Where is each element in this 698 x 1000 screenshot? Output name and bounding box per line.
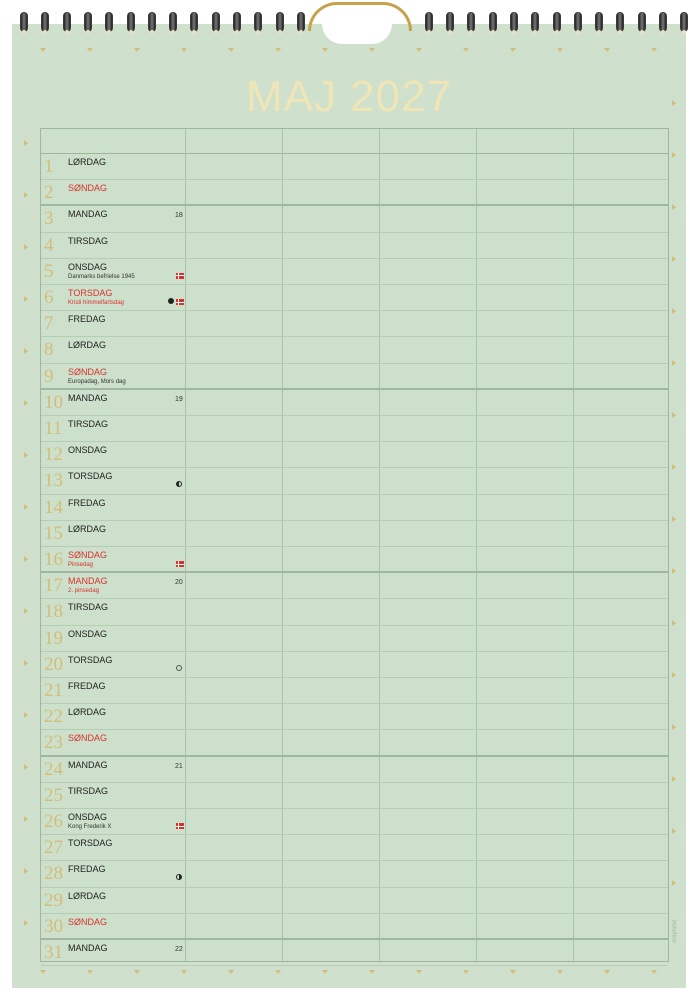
coil-ring [212, 12, 220, 32]
binding-coil [489, 12, 497, 34]
day-name: SØNDAG [68, 550, 108, 560]
day-number: 21 [44, 680, 63, 701]
decorative-triangle [40, 48, 46, 52]
day-name: TIRSDAG [68, 785, 109, 796]
day-number: 29 [44, 889, 63, 911]
decorative-triangle [181, 48, 187, 52]
coil-hole [235, 30, 239, 34]
coil-hole [618, 30, 622, 34]
coil-ring [254, 12, 262, 32]
decorative-triangle [369, 48, 375, 52]
day-number: 28 [44, 863, 63, 885]
day-name: TORSDAG [68, 471, 113, 482]
decorative-triangle [672, 828, 676, 834]
day-name: MANDAG [68, 392, 108, 403]
coil-hole [597, 30, 601, 34]
day-name: SØNDAG [68, 366, 108, 377]
decorative-triangle [275, 970, 281, 974]
day-number: 16 [44, 549, 63, 570]
moon-phase-icon [176, 481, 182, 487]
day-row[interactable] [41, 861, 668, 887]
hanger-hook [308, 2, 412, 31]
day-row[interactable] [41, 783, 668, 809]
decorative-triangle [557, 48, 563, 52]
day-row[interactable] [41, 573, 668, 599]
coil-hole [43, 30, 47, 34]
day-number: 12 [44, 444, 63, 466]
moon-phase-icon [168, 298, 174, 304]
day-name: FREDAG [68, 681, 106, 691]
day-name: FREDAG [68, 314, 106, 325]
binding-coil [616, 12, 624, 34]
day-row[interactable] [41, 626, 668, 652]
coil-hole [661, 30, 665, 34]
coil-hole [555, 30, 559, 34]
decorative-triangle [672, 880, 676, 886]
day-number: 9 [44, 365, 54, 387]
day-name: MANDAG [68, 209, 108, 220]
decorative-triangle [672, 672, 676, 678]
day-number: 27 [44, 837, 63, 859]
day-number: 24 [44, 758, 63, 780]
day-name: FREDAG [68, 497, 106, 508]
coil-hole [682, 30, 686, 34]
day-row[interactable] [41, 495, 668, 521]
week-number: 18 [175, 212, 183, 220]
decorative-triangle [672, 256, 676, 262]
day-row[interactable] [41, 547, 668, 573]
decorative-triangle [510, 970, 516, 974]
day-number: 7 [44, 313, 54, 335]
decorative-triangle [672, 100, 676, 106]
coil-ring [20, 12, 28, 32]
decorative-triangle [24, 400, 28, 406]
coil-ring [659, 12, 667, 32]
decorative-triangle [416, 970, 422, 974]
decorative-triangle [672, 516, 676, 522]
day-row[interactable] [41, 888, 668, 914]
binding-coil [84, 12, 92, 34]
coil-hole [129, 30, 133, 34]
coil-ring [148, 12, 156, 32]
decorative-triangle [134, 970, 140, 974]
day-row[interactable] [41, 206, 668, 232]
decorative-triangle [672, 464, 676, 470]
danish-flag-icon [176, 273, 184, 279]
day-number: 18 [44, 601, 63, 623]
week-number: 20 [175, 579, 183, 587]
day-number: 5 [44, 260, 54, 282]
decorative-triangle [24, 764, 28, 770]
decorative-triangle [651, 48, 657, 52]
day-number: 2 [44, 182, 54, 204]
day-number: 15 [44, 522, 63, 544]
coil-ring [638, 12, 646, 32]
decorative-triangle [24, 140, 28, 146]
day-number: 11 [44, 418, 63, 439]
binding-coil [233, 12, 241, 34]
moon-phase-icon [176, 874, 182, 880]
binding-coil [595, 12, 603, 34]
day-number: 6 [44, 287, 54, 308]
coil-hole [427, 30, 431, 34]
coil-hole [640, 30, 644, 34]
coil-hole [512, 30, 516, 34]
decorative-triangle [24, 452, 28, 458]
coil-ring [446, 12, 454, 32]
day-number: 3 [44, 208, 54, 230]
binding-coil [148, 12, 156, 34]
decorative-triangle [24, 608, 28, 614]
coil-hole [533, 30, 537, 34]
day-note: Danmarks befrielse 1945 [68, 273, 135, 280]
day-row[interactable] [41, 364, 668, 390]
binding-coil [574, 12, 582, 34]
day-row[interactable] [41, 757, 668, 783]
binding-coil [20, 12, 28, 34]
decorative-triangle [672, 152, 676, 158]
decorative-triangle [87, 48, 93, 52]
decorative-triangle [672, 204, 676, 210]
coil-ring [595, 12, 603, 32]
decorative-triangle [228, 970, 234, 974]
decorative-triangle [24, 660, 28, 666]
danish-flag-icon [176, 299, 184, 305]
day-name: ONSDAG [68, 812, 108, 822]
day-number: 30 [44, 915, 63, 937]
coil-ring [41, 12, 49, 32]
coil-hole [491, 30, 495, 34]
coil-ring [531, 12, 539, 32]
day-row[interactable] [41, 468, 668, 494]
day-note: Kristi himmelfartsdag [68, 300, 125, 306]
decorative-triangle [510, 48, 516, 52]
day-row[interactable] [41, 154, 668, 180]
decorative-triangle [416, 48, 422, 52]
coil-hole [86, 30, 90, 34]
decorative-triangle [24, 556, 28, 562]
day-row[interactable] [41, 442, 668, 468]
day-name: TIRSDAG [68, 602, 109, 613]
day-row[interactable] [41, 390, 668, 416]
danish-flag-icon [176, 561, 184, 567]
day-number: 19 [44, 627, 63, 649]
coil-hole [448, 30, 452, 34]
binding-coil [553, 12, 561, 34]
day-row[interactable] [41, 337, 668, 363]
danish-flag-icon [176, 823, 184, 829]
decorative-triangle [672, 308, 676, 314]
decorative-triangle [24, 712, 28, 718]
decorative-triangle [672, 568, 676, 574]
day-name: MANDAG [68, 576, 108, 587]
day-name: ONSDAG [68, 261, 108, 272]
month-title: MAJ 2027 [245, 72, 453, 121]
day-row[interactable] [41, 521, 668, 547]
binding-coil [254, 12, 262, 34]
day-row[interactable] [41, 704, 668, 730]
day-number: 31 [44, 942, 63, 963]
binding-coil [190, 12, 198, 34]
day-name: MANDAG [68, 759, 108, 770]
day-note: Kong Frederik X [68, 824, 112, 830]
day-row[interactable] [41, 940, 668, 966]
day-number: 13 [44, 470, 63, 492]
decorative-triangle [322, 48, 328, 52]
decorative-triangle [557, 970, 563, 974]
coil-ring [553, 12, 561, 32]
day-note: Pinsedag [68, 562, 94, 568]
decorative-triangle [24, 920, 28, 926]
decorative-triangle [40, 970, 46, 974]
day-number: 4 [44, 234, 54, 256]
coil-hole [278, 30, 282, 34]
day-row[interactable] [41, 599, 668, 625]
day-number: 8 [44, 339, 54, 361]
day-number: 17 [44, 575, 63, 597]
coil-ring [84, 12, 92, 32]
day-row[interactable] [41, 809, 668, 835]
week-number: 22 [175, 946, 183, 953]
binding-coil [127, 12, 135, 34]
coil-ring [574, 12, 582, 32]
day-row[interactable] [41, 180, 668, 206]
day-name: SØNDAG [68, 183, 108, 194]
day-name: MANDAG [68, 943, 108, 953]
day-name: LØRDAG [68, 340, 107, 351]
day-name: SØNDAG [68, 733, 108, 744]
coil-hole [469, 30, 473, 34]
coil-ring [425, 12, 433, 32]
coil-ring [169, 12, 177, 32]
coil-ring [105, 12, 113, 32]
binding-coil [212, 12, 220, 34]
decorative-triangle [672, 412, 676, 418]
coil-hole [214, 30, 218, 34]
day-number: 1 [44, 156, 54, 177]
coil-hole [107, 30, 111, 34]
decorative-triangle [322, 970, 328, 974]
day-row[interactable] [41, 311, 668, 337]
binding-coil [41, 12, 49, 34]
coil-hole [299, 30, 303, 34]
decorative-triangle [604, 970, 610, 974]
day-note: Europadag, Mors dag [68, 378, 126, 385]
coil-ring [190, 12, 198, 32]
decorative-triangle [672, 776, 676, 782]
day-name: TORSDAG [68, 838, 113, 849]
coil-hole [65, 30, 69, 34]
coil-ring [276, 12, 284, 32]
coil-ring [233, 12, 241, 32]
binding-coil [297, 12, 305, 34]
decorative-triangle [24, 348, 28, 354]
day-number: 20 [44, 653, 63, 675]
binding-coil [425, 12, 433, 34]
decorative-triangle [24, 816, 28, 822]
coil-ring [63, 12, 71, 32]
day-row[interactable] [41, 233, 668, 259]
coil-ring [510, 12, 518, 32]
day-row[interactable] [41, 914, 668, 940]
binding-coil [680, 12, 688, 34]
coil-ring [680, 12, 688, 32]
binding-coil [446, 12, 454, 34]
decorative-triangle [672, 620, 676, 626]
binding-coil [510, 12, 518, 34]
decorative-triangle [228, 48, 234, 52]
day-row[interactable] [41, 285, 668, 311]
brand-mark: mayland [672, 920, 678, 943]
binding-coil [276, 12, 284, 34]
coil-ring [297, 12, 305, 32]
day-note: 2. pinsedag [68, 588, 100, 595]
day-name: LØRDAG [68, 157, 107, 167]
coil-ring [616, 12, 624, 32]
day-name: ONSDAG [68, 445, 108, 456]
decorative-triangle [24, 192, 28, 198]
decorative-triangle [134, 48, 140, 52]
week-number: 19 [175, 395, 183, 403]
day-number: 26 [44, 811, 63, 832]
coil-hole [22, 30, 26, 34]
binding-coil [63, 12, 71, 34]
decorative-triangle [87, 970, 93, 974]
day-row[interactable] [41, 416, 668, 442]
day-row[interactable] [41, 678, 668, 704]
day-name: TORSDAG [68, 288, 113, 298]
day-row[interactable] [41, 730, 668, 756]
coil-ring [467, 12, 475, 32]
decorative-triangle [181, 970, 187, 974]
decorative-triangle [275, 48, 281, 52]
day-name: TORSDAG [68, 654, 113, 665]
decorative-triangle [604, 48, 610, 52]
decorative-triangle [672, 360, 676, 366]
week-number: 21 [175, 762, 183, 770]
day-row[interactable] [41, 259, 668, 285]
decorative-triangle [24, 296, 28, 302]
day-number: 10 [44, 391, 63, 413]
day-row[interactable] [41, 835, 668, 861]
binding-coil [659, 12, 667, 34]
coil-hole [192, 30, 196, 34]
decorative-triangle [24, 244, 28, 250]
decorative-triangle [651, 970, 657, 974]
day-number: 23 [44, 732, 63, 754]
binding-coil [169, 12, 177, 34]
calendar-grid [40, 128, 669, 962]
binding-coil [105, 12, 113, 34]
day-name: LØRDAG [68, 890, 107, 901]
coil-hole [256, 30, 260, 34]
coil-hole [150, 30, 154, 34]
binding-coil [531, 12, 539, 34]
decorative-triangle [24, 868, 28, 874]
coil-ring [489, 12, 497, 32]
decorative-triangle [672, 724, 676, 730]
day-name: TIRSDAG [68, 419, 109, 429]
day-row[interactable] [41, 652, 668, 678]
day-number: 22 [44, 706, 63, 728]
decorative-triangle [463, 48, 469, 52]
binding-coil [638, 12, 646, 34]
day-number: 25 [44, 784, 63, 806]
binding-coil [467, 12, 475, 34]
day-name: LØRDAG [68, 707, 107, 718]
day-number: 14 [44, 496, 63, 518]
decorative-triangle [369, 970, 375, 974]
day-name: ONSDAG [68, 628, 108, 639]
day-name: TIRSDAG [68, 235, 109, 246]
coil-hole [171, 30, 175, 34]
coil-hole [576, 30, 580, 34]
decorative-triangle [24, 504, 28, 510]
day-name: FREDAG [68, 864, 106, 875]
day-name: LØRDAG [68, 523, 107, 534]
coil-ring [127, 12, 135, 32]
day-name: SØNDAG [68, 916, 108, 927]
decorative-triangle [463, 970, 469, 974]
moon-phase-icon [176, 665, 182, 671]
